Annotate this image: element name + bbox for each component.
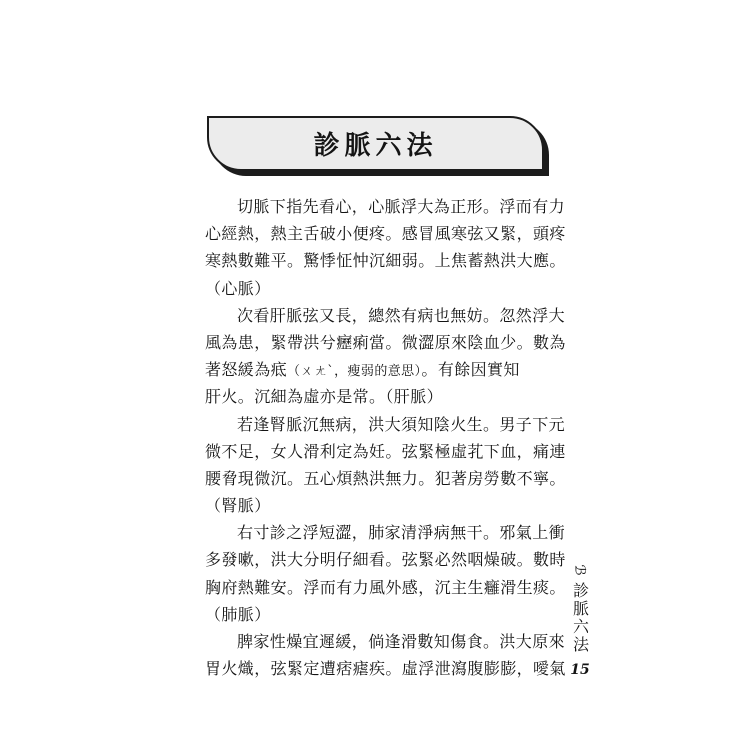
text-line: 切脈下指先看心，心脈浮大為正形。浮而有力 bbox=[237, 197, 566, 216]
text-line: 風為患，緊帶洪兮癧痢當。微澀原來陰血少。數為 bbox=[205, 332, 566, 352]
text-line: 右寸診之浮短澀，肺家清淨病無干。邪氣上衝 bbox=[237, 523, 566, 543]
text-line: 腰脅現微沉。五心煩熱洪無力。犯著房勞數不寧。 bbox=[205, 468, 566, 488]
text-line: 若逢腎脈沉無病，洪大須知陰火生。男子下元 bbox=[237, 414, 566, 434]
text-line: 胸府熱難安。浮而有力風外感，沉主生癰滑生痰。 bbox=[205, 577, 566, 597]
text-line-with-note bbox=[205, 383, 555, 410]
text-line: 次看肝脈弦又長，總然有病也無妨。忽然浮大 bbox=[237, 305, 566, 325]
page-title: 診脈六法 bbox=[313, 131, 438, 161]
text-line: 微不足，女人滑利定為妊。弦緊極虛芤下血，痛連 bbox=[205, 441, 566, 461]
page-number: 15 bbox=[570, 662, 590, 678]
note-kidney: （腎脈） bbox=[205, 496, 271, 516]
text-line: 心經熱，熱主舌破小便疼。感冒風寒弦又緊，頭疼 bbox=[205, 224, 566, 244]
title-banner bbox=[207, 116, 544, 171]
text-line-with-gloss bbox=[205, 356, 555, 383]
section-ornament-icon: ℬ bbox=[571, 564, 588, 576]
note-heart: （心脈） bbox=[205, 278, 271, 298]
text-line: 多發嗽，洪大分明仔細看。弦緊必然咽燥破。數時 bbox=[205, 550, 566, 570]
side-margin bbox=[568, 562, 592, 678]
text-line: 脾家性燥宜遲緩，倘逢滑數知傷食。洪大原來 bbox=[237, 632, 566, 651]
text-line: 寒熱數難平。驚悸怔忡沉細弱。上焦蓄熱洪大應。 bbox=[205, 251, 566, 271]
note-liver: （肝脈） bbox=[385, 387, 444, 407]
text-fragment: 。有餘因實知 bbox=[421, 360, 520, 380]
note-lung: （肺脈） bbox=[205, 604, 271, 624]
pronunciation-gloss: （ㄨㄤˋ，瘦弱的意思） bbox=[287, 364, 422, 380]
running-section-title: 診脈六法 bbox=[570, 582, 590, 654]
body-text bbox=[205, 193, 566, 682]
text-fragment: 著怒緩為疷 bbox=[205, 360, 288, 380]
text-line: 胃火熾，弦緊定遭痞瘧疾。虛浮泄瀉腹膨膨，噯氣 bbox=[205, 659, 566, 679]
text-fragment: 肝火。沉細為虛亦是常。 bbox=[205, 387, 386, 407]
